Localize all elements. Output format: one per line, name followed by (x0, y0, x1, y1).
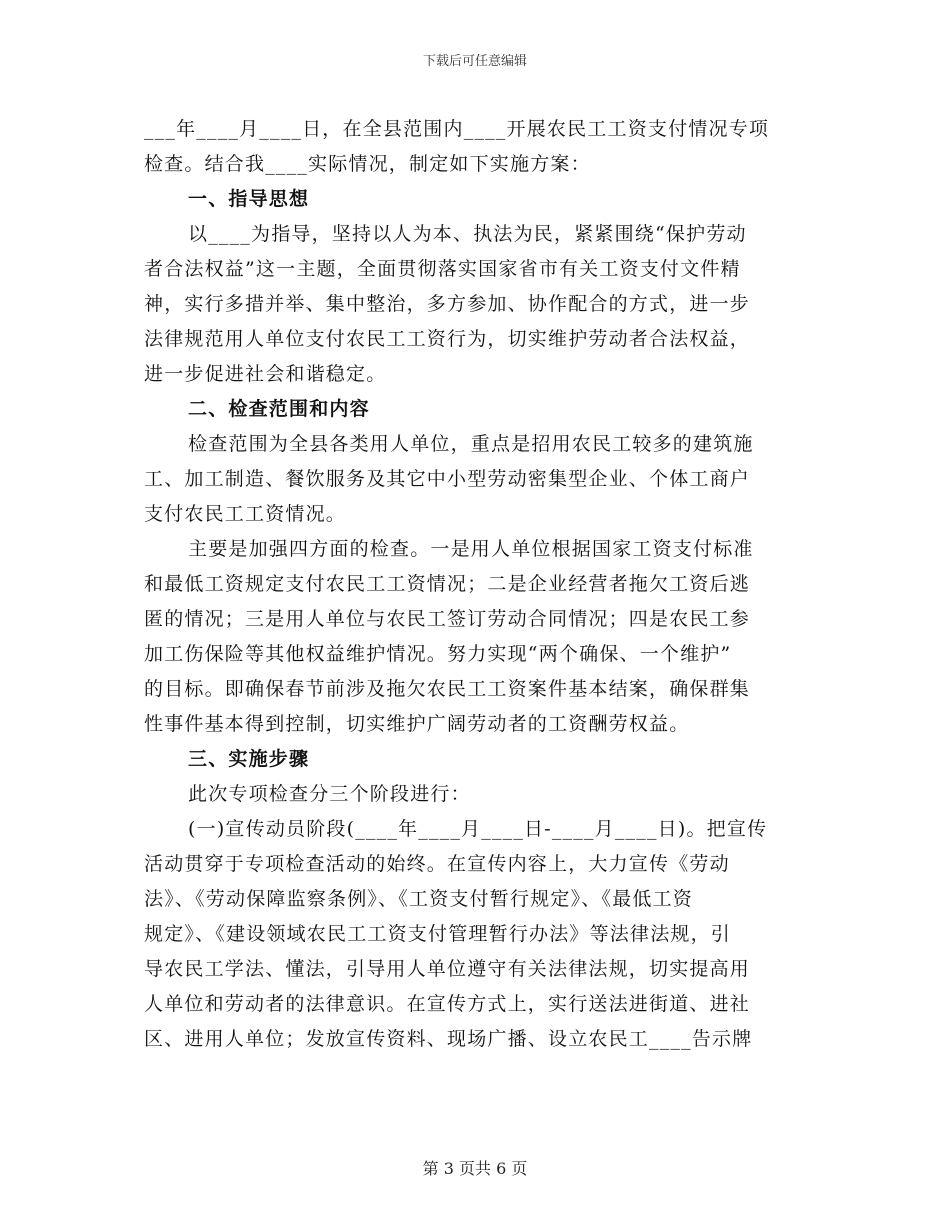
paragraph-line: (一)宣传动员阶段(____年____月____日-____月____日)。把宣传 (188, 818, 768, 840)
paragraph-line: 支付农民工工资情况。 (144, 503, 347, 525)
paragraph-line: 人单位和劳动者的法律意识。在宣传方式上，实行送法进街道、进社 (144, 993, 751, 1015)
paragraph-line: 此次专项检查分三个阶段进行： (188, 783, 471, 805)
paragraph-line: 进一步促进社会和谐稳定。 (144, 363, 387, 385)
paragraph-line: 匿的情况；三是用人单位与农民工签订劳动合同情况；四是农民工参 (144, 608, 751, 630)
page-footer: 第 3 页共 6 页 (422, 1159, 528, 1178)
paragraph-line: 法》、《劳动保障监察条例》、《工资支付暂行规定》、《最低工资 (144, 888, 694, 910)
paragraph-line: 主要是加强四方面的检查。一是用人单位根据国家工资支付标准 (188, 538, 754, 560)
page-header: 下载后可任意编辑 (422, 54, 527, 69)
section-heading: 三、实施步骤 (188, 748, 310, 770)
paragraph-line: 活动贯穿于专项检查活动的始终。在宣传内容上，大力宣传《劳动 (144, 853, 730, 875)
paragraph-line: 规定》、《建设领域农民工工资支付管理暂行办法》等法律法规，引 (144, 923, 732, 945)
paragraph-line: 以____为指导，坚持以人为本、执法为民，紧紧围绕“保护劳动 (188, 223, 747, 245)
paragraph-line: ___年____月____日，在全县范围内____开展农民工工资支付情况专项 (144, 118, 770, 140)
paragraph-line: 检查。结合我____实际情况，制定如下实施方案： (144, 153, 591, 175)
section-heading: 二、检查范围和内容 (188, 398, 370, 420)
paragraph-line: 的目标。即确保春节前涉及拖欠农民工工资案件基本结案，确保群集 (144, 678, 751, 700)
paragraph-line: 者合法权益”这一主题，全面贯彻落实国家省市有关工资支付文件精 (144, 258, 741, 280)
paragraph-line: 工、加工制造、餐饮服务及其它中小型劳动密集型企业、个体工商户 (144, 468, 751, 490)
paragraph-line: 神，实行多措并举、集中整治，多方参加、协作配合的方式，进一步 (144, 293, 751, 315)
paragraph-line: 性事件基本得到控制，切实维护广阔劳动者的工资酬劳权益。 (144, 713, 690, 735)
document-body (144, 112, 806, 1057)
paragraph-line: 和最低工资规定支付农民工工资情况；二是企业经营者拖欠工资后逃 (144, 573, 751, 595)
section-heading: 一、指导思想 (188, 188, 310, 210)
paragraph-line: 法律规范用人单位支付农民工工资行为，切实维护劳动者合法权益， (144, 328, 751, 350)
paragraph-line: 检查范围为全县各类用人单位，重点是招用农民工较多的建筑施 (188, 433, 754, 455)
paragraph-line: 导农民工学法、懂法，引导用人单位遵守有关法律法规，切实提高用 (144, 958, 751, 980)
paragraph-line: 加工伤保险等其他权益维护情况。努力实现“两个确保、一个维护” (144, 643, 732, 665)
paragraph-line: 区、进用人单位；发放宣传资料、现场广播、设立农民工____告示牌 (144, 1028, 753, 1050)
